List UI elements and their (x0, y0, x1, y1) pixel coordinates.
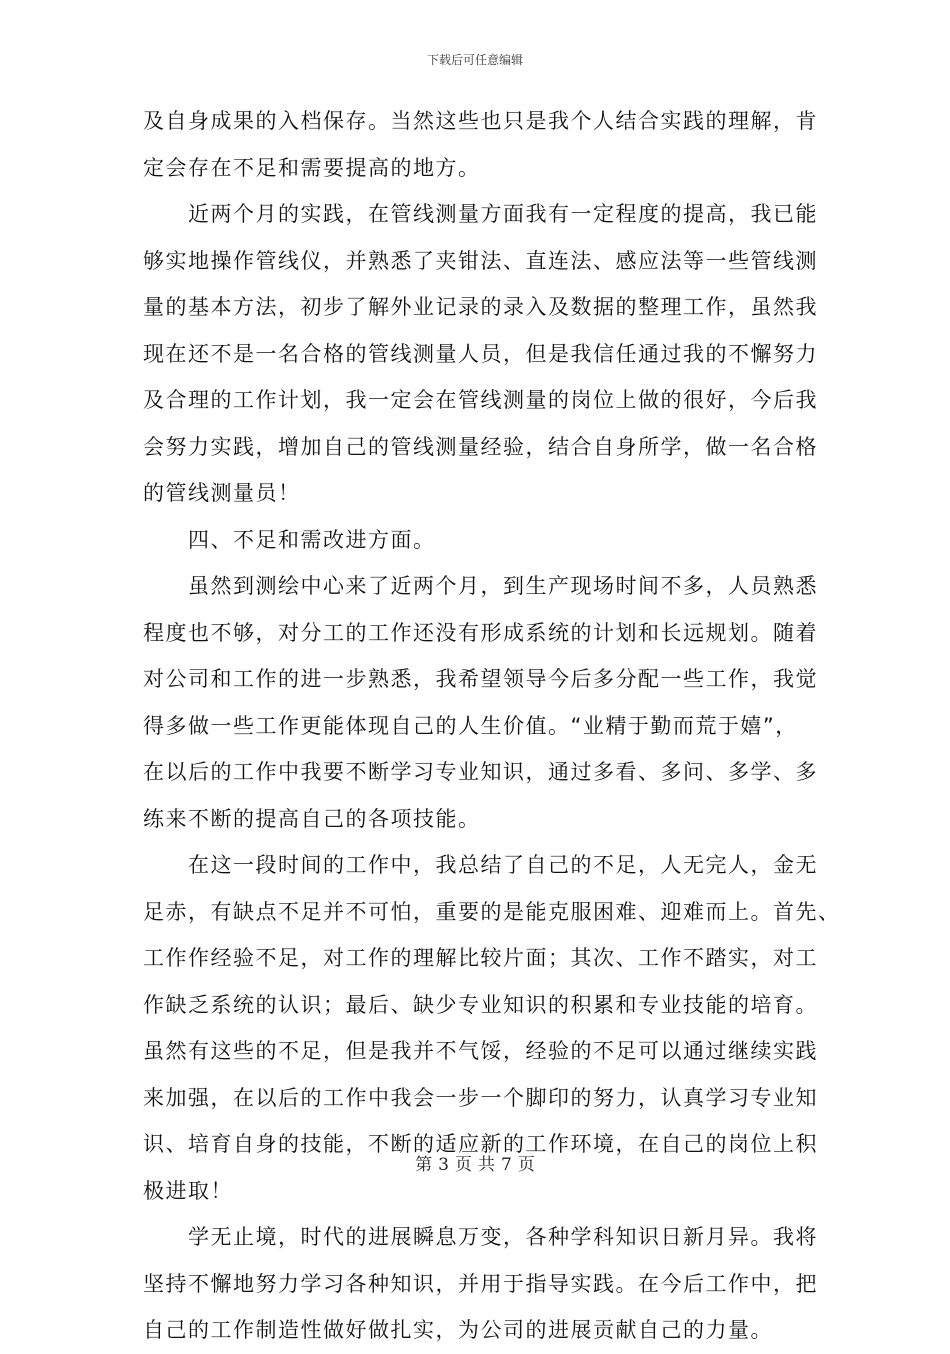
text-line: 程度也不够，对分工的工作还没有形成系统的计划和长远规划。随着 (143, 620, 818, 645)
text-line: 量的基本方法，初步了解外业记录的录入及数据的整理工作，虽然我 (143, 295, 818, 319)
current-page-number: 3 (438, 1155, 449, 1175)
total-pages-number: 7 (501, 1155, 512, 1175)
section-heading: 四、不足和需改进方面。 (143, 527, 436, 552)
text-line: 会努力实践，增加自己的管线测量经验，结合自身所学，做一名合格 (143, 434, 818, 459)
text-line: 虽然有这些的不足，但是我并不气馁，经验的不足可以通过继续实践 (143, 1039, 818, 1063)
page-label-suffix: 页 (517, 1155, 535, 1175)
text-line: 在以后的工作中我要不断学习专业知识，通过多看、多问、多学、多 (143, 760, 818, 784)
text-line: 自己的工作制造性做好做扎实，为公司的进展贡献自己的力量。 (143, 1318, 773, 1342)
text-line: 定会存在不足和需要提高的地方。 (143, 155, 481, 180)
text-line: 来加强，在以后的工作中我会一步一个脚印的努力，认真学习专业知 (143, 1085, 818, 1110)
text-line: 识、培育自身的技能，不断的适应新的工作环境，在自己的岗位上积 (143, 1132, 818, 1156)
text-line: 及自身成果的入档保存。当然这些也只是我个人结合实践的理解，肯 (143, 109, 818, 133)
text-line: 作缺乏系统的认识；最后、缺少专业知识的积累和专业技能的培育。 (143, 992, 818, 1017)
text-line: 极进取！ (143, 1178, 233, 1203)
text-line: 学无止境，时代的进展瞬息万变，各种学科知识日新月异。我将 (143, 1225, 818, 1249)
page-footer (0, 1152, 950, 1178)
text-line: 及合理的工作计划，我一定会在管线测量的岗位上做的很好，今后我 (143, 388, 818, 412)
text-line: 对公司和工作的进一步熟悉，我希望领导今后多分配一些工作，我觉 (143, 667, 818, 691)
text-line: 足赤，有缺点不足并不可怕，重要的是能克服困难、迎难而上。首先、 (143, 899, 841, 924)
text-line: 够实地操作管线仪，并熟悉了夹钳法、直连法、感应法等一些管线测 (143, 248, 818, 273)
text-line: 在这一段时间的工作中，我总结了自己的不足，人无完人，金无 (143, 853, 818, 877)
page-label-mid2: 共 (478, 1155, 495, 1175)
page-label-mid1: 页 (455, 1155, 472, 1175)
text-line: 现在还不是一名合格的管线测量人员，但是我信任通过我的不懈努力 (143, 341, 818, 366)
text-line: 得多做一些工作更能体现自己的人生价值。“业精于勤而荒于嬉”， (143, 713, 798, 738)
text-line: 的管线测量员！ (143, 481, 301, 505)
text-line: 练来不断的提高自己的各项技能。 (143, 806, 481, 831)
text-line: 虽然到测绘中心来了近两个月，到生产现场时间不多，人员熟悉 (143, 574, 818, 598)
text-line: 工作作经验不足，对工作的理解比较片面；其次、工作不踏实，对工 (143, 946, 818, 970)
text-line: 近两个月的实践，在管线测量方面我有一定程度的提高，我已能 (143, 202, 818, 226)
page-header: 下载后可任意编辑 (426, 53, 523, 67)
page-label-prefix: 第 (415, 1155, 433, 1175)
text-line: 坚持不懈地努力学习各种知识，并用于指导实践。在今后工作中，把 (143, 1271, 818, 1296)
